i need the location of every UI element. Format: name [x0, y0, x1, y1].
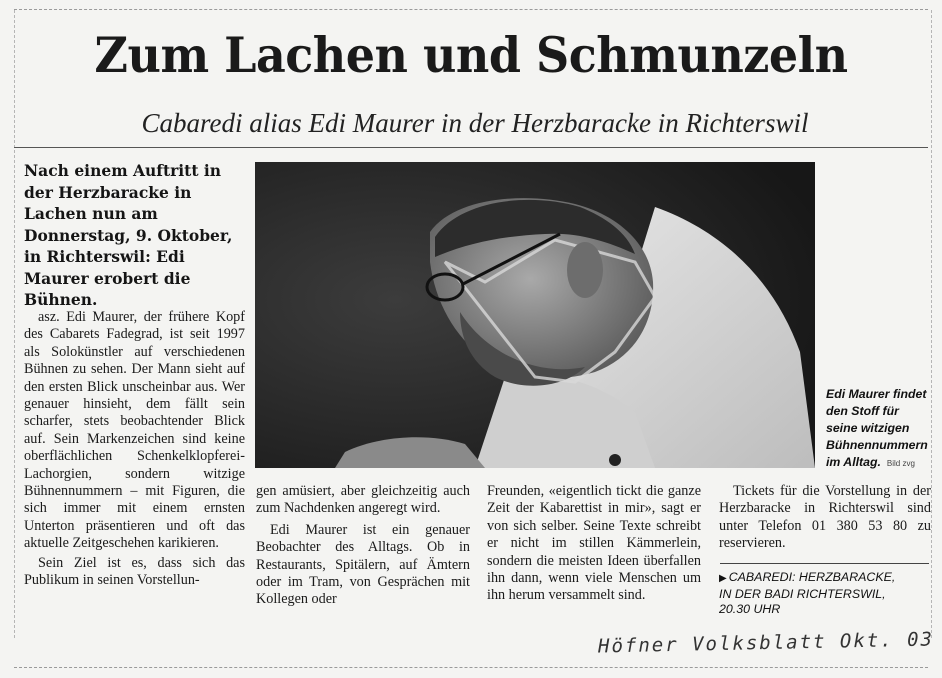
photo-caption-text: Edi Maurer findet den Stoff für seine witzigen Bühnennummern im Alltag. [826, 387, 928, 469]
article-column-4 [719, 483, 931, 553]
info-line-1: CABAREDI: HERZBARACKE, [728, 570, 896, 584]
column-1-paragraph-1: asz. Edi Maurer, der frühere Kopf des Cabarets Fadegrad, ist seit 1997 als Solokünstler auf verschiedenen Bühnen zu sehen. Der Mann sieht auf den ersten Blick unscheinbar aus. Wer genauer hinsieht, dem fällt sein scharfer, stets beobachtender Blick auf. Sein Markenzeichen sind keine oberflächlichen Schenkelklopferei-Lachorgien, sondern witzige Bühnennummern – mit Figuren, die sich immer mit einem ernsten Unterton präsentieren und oft das aktuelle Zeitgeschehen karikieren. [24, 309, 245, 552]
article-column-3 [487, 483, 701, 605]
handwritten-source-note: Höfner Volksblatt Okt. 03 [597, 628, 935, 658]
article-column-1 [24, 309, 245, 590]
photo-credit: Bild zvg [886, 459, 915, 468]
info-line-3: 20.30 UHR [719, 602, 781, 616]
column-2-paragraph-1: gen amüsiert, aber gleichzeitig auch zum Nachdenken angeregt wird. [256, 483, 470, 517]
lead-paragraph: Nach einem Auftritt in der Herzbaracke in Lachen nun am Donnerstag, 9. Oktober, in Richterswil: Edi Maurer erobert die Bühnen. [24, 161, 233, 309]
info-line-2: IN DER BADI RICHTERSWIL, [719, 586, 886, 601]
subheadline: Cabaredi alias Edi Maurer in der Herzbaracke in Richterswil [141, 108, 809, 138]
column-3-paragraph-1: Freunden, «eigentlich tickt die ganze Zeit der Kabarettist in mir», sagt er von sich selber. Seine Texte schreibt er nicht im stillen Kämmerlein, sondern die meisten Ideen überfallen ihn dann, wenn viele Menschen um ihn herum versammelt sind. [487, 483, 701, 604]
column-4-paragraph-1: Tickets für die Vorstellung in der Herzbaracke in Richterswil sind unter Telefon 01 380 53 80 zu reservieren. [719, 483, 931, 552]
event-info-box [719, 570, 931, 618]
right-dotted-border [931, 10, 932, 638]
info-box-rule [720, 563, 929, 564]
column-2-paragraph-2: Edi Maurer ist ein genauer Beobachter des Alltags. Ob in Restaurants, Spitälern, auf Ämtern oder im Tram, von Gesprächen mit Kollegen oder [256, 521, 470, 608]
subheadline-rule [14, 147, 928, 148]
left-dotted-border [14, 10, 15, 638]
info-marker-icon: ▶ [719, 573, 727, 584]
portrait-photo [255, 162, 815, 468]
article-column-2 [256, 483, 470, 609]
photo-image [255, 162, 815, 468]
photo-caption [826, 386, 932, 472]
headline: Zum Lachen und Schmunzeln [94, 26, 848, 84]
top-dotted-border [14, 9, 928, 10]
column-1-paragraph-2: Sein Ziel ist es, dass sich das Publikum in seinen Vorstellun- [24, 554, 245, 589]
bottom-dotted-border [14, 667, 928, 668]
